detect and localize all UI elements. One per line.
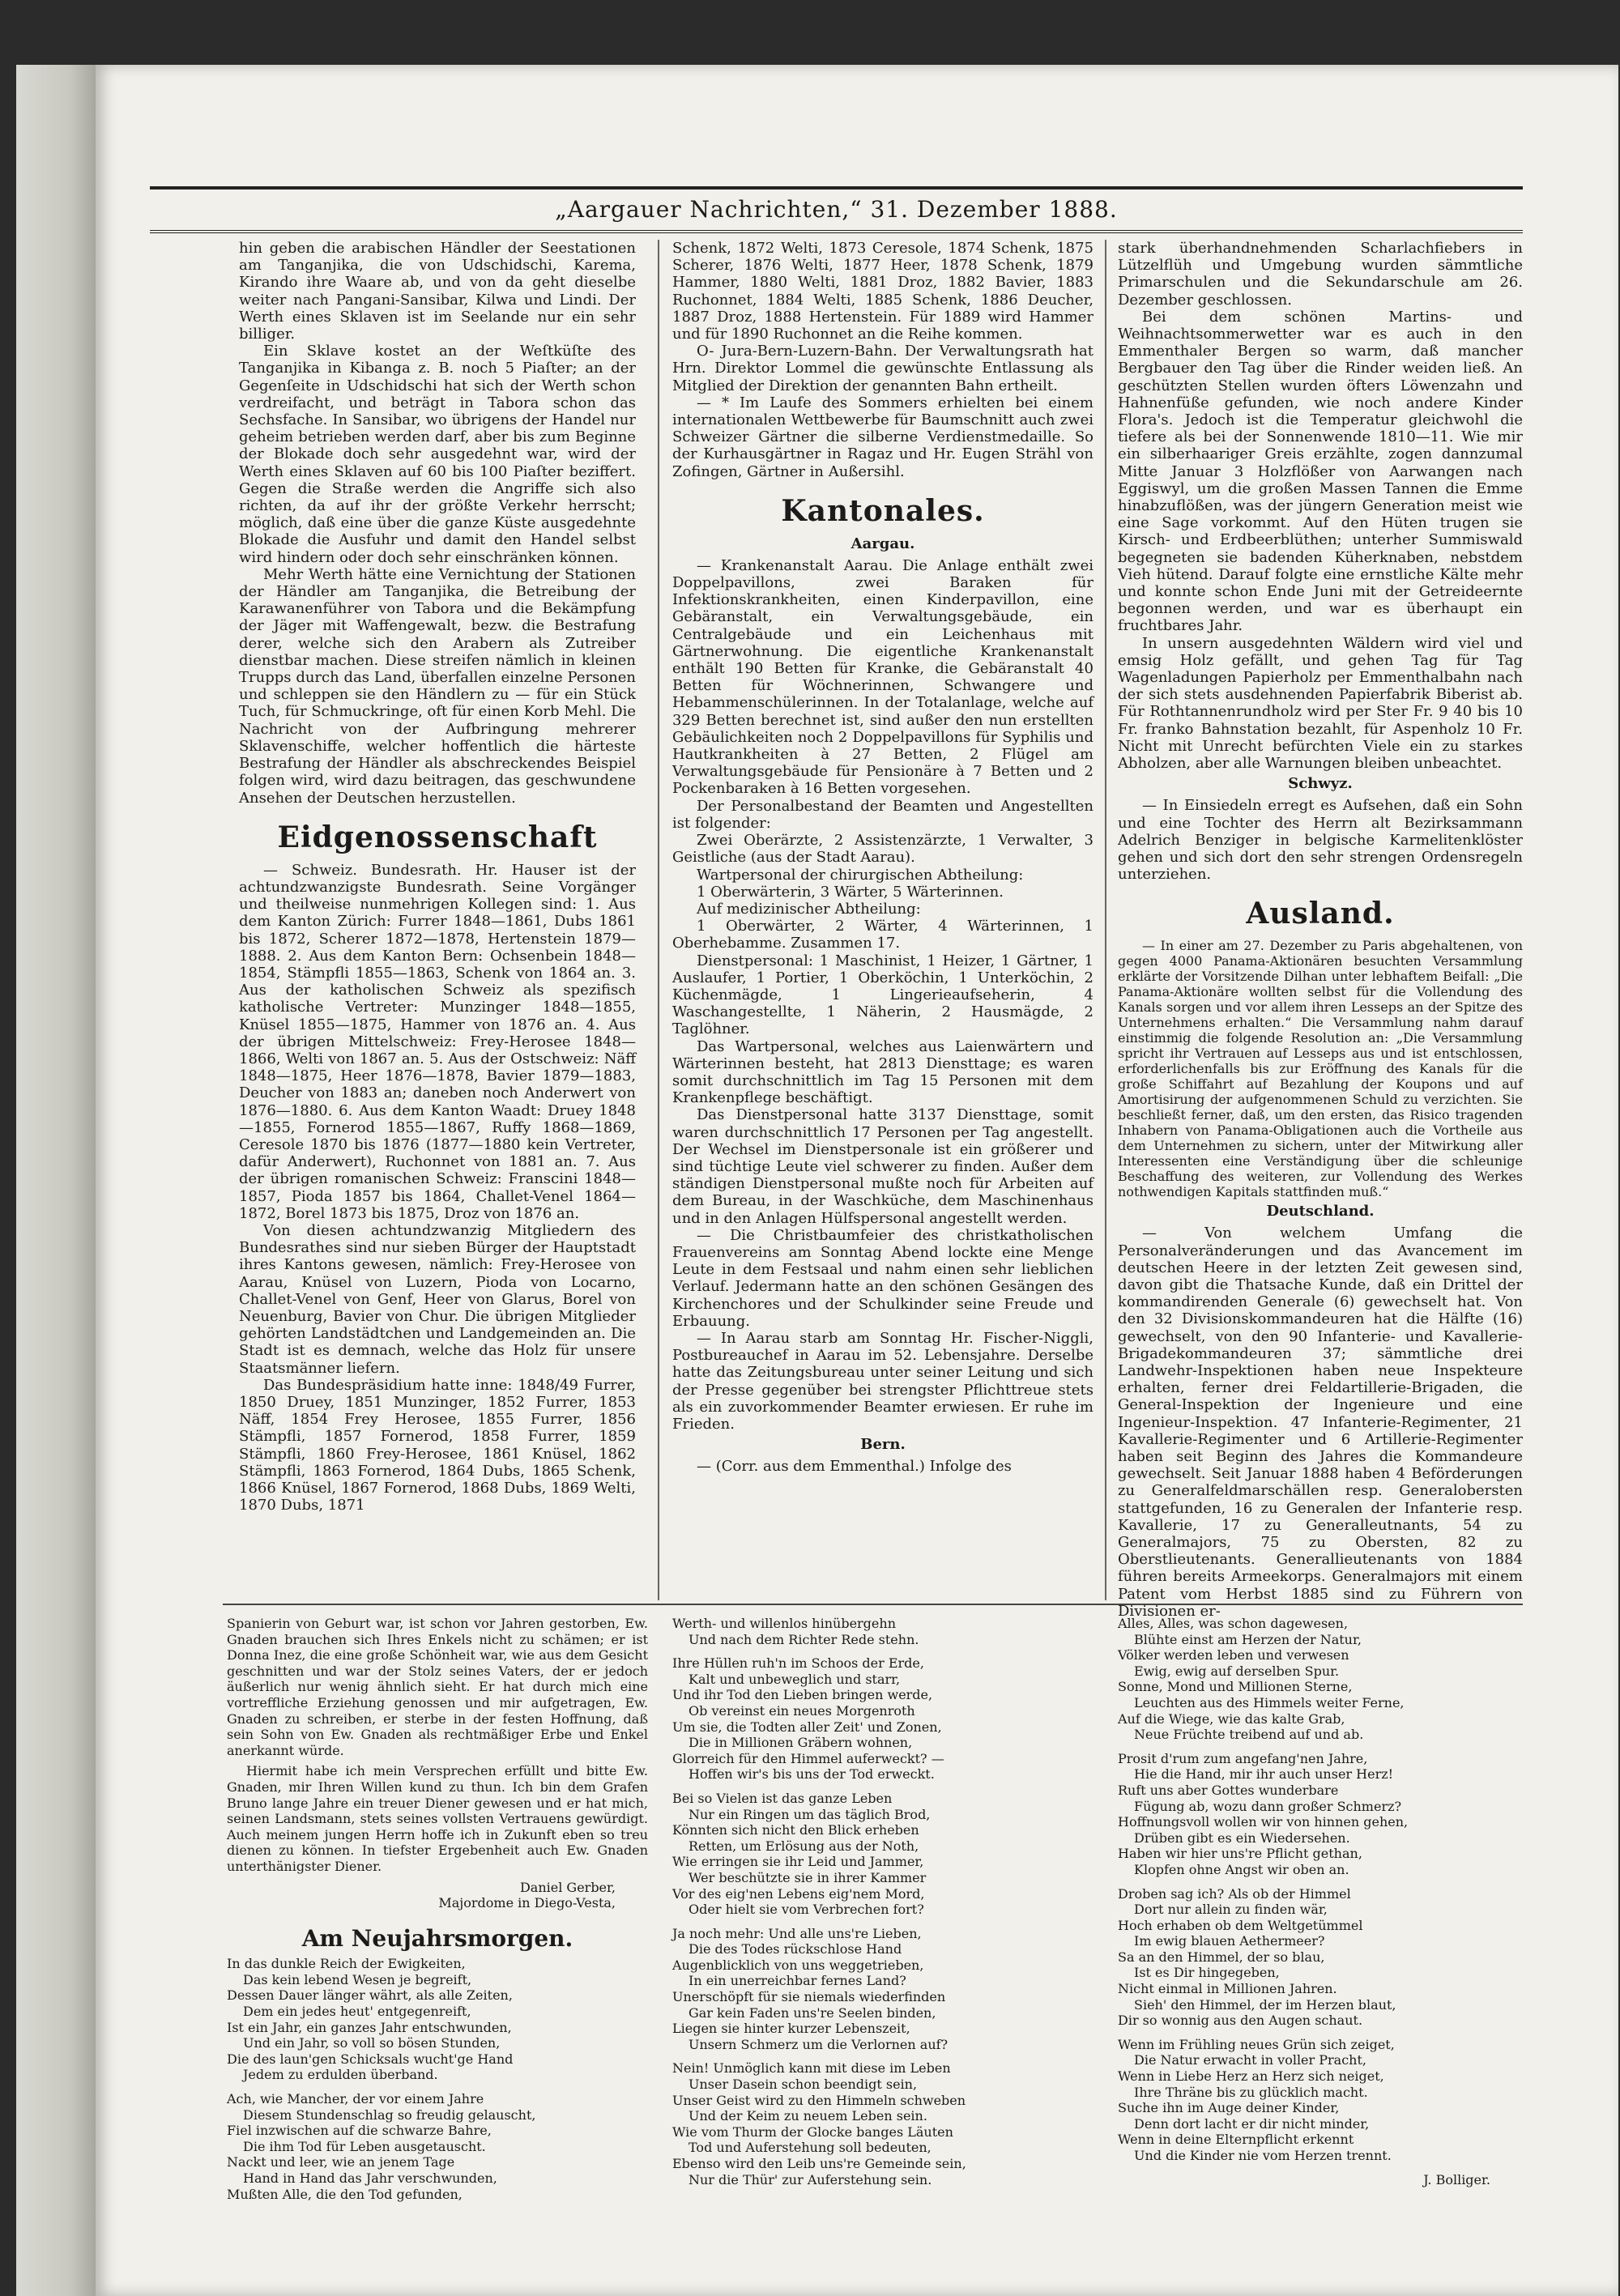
poem-line: Haben wir hier uns're Pflicht gethan, (1118, 1846, 1362, 1862)
poem-line: Unser Dasein schon beendigt sein, (688, 2077, 918, 2093)
poem-stanza (672, 1926, 1094, 2053)
paragraph: Mehr Werth hätte eine Vernichtung der Stationen der Händler am Tanganjika, die Betreibung der Karawanenführer von Tabora und die Bekämpfung der Jäger mit Waffengewalt, bezw. die Bestrafung derer, welche sich den Arabern als Zutreiber dienstbar machen. Diese streifen nämlich in kleinen Trupps durch das Land, überfallen einzelne Personen und schleppen sie den Händlern zu — für ein Stück Tuch, für Schmuckringe, oft für einen Korb Mehl. Die Nachricht von der Aufbringung mehrerer Sklavenschiffe, welcher hoffentlich die härteste Bestrafung der Händler als abschreckendes Beispiel folgen wird, wird dazu beitragen, das geschwundene Ansehen der Deutschen herzustellen. (239, 565, 636, 807)
poem-line: Die in Millionen Gräbern wohnen, (688, 1735, 913, 1751)
poem-line: Droben sag ich? Als ob der Himmel (1118, 1885, 1351, 1902)
section-heading: Ausland. (1246, 897, 1395, 931)
poem-stanza (1118, 1616, 1523, 1743)
poem-stanza (1118, 1886, 1523, 2029)
poem-line: Die des laun'gen Schicksals wucht'ge Hand (227, 2051, 514, 2067)
paragraph: Das Wartpersonal, welches aus Laienwärtern und Wärterinnen besteht, hat 2813 Diensttage; es waren somit durchschnittlich im Tag 15 Personen mit dem Krankenpflege beschäftigt. (672, 1037, 1094, 1107)
poem-line: Dessen Dauer länger währt, als alle Zeiten, (227, 1987, 513, 2004)
poem-line: Wenn in Liebe Herz an Herz sich neiget, (1118, 2068, 1384, 2085)
poem-line: Neue Früchte treibend auf und ab. (1134, 1727, 1364, 1743)
poem-line: Nur die Thür' zur Auferstehung sein. (688, 2171, 932, 2187)
poem-line: Wie vom Thurm der Glocke banges Läuten (672, 2123, 953, 2140)
paragraph: Hiermit habe ich mein Versprechen erfüllt und bitte Ew. Gnaden, mir Ihren Willen kund zu thun. Ich bin dem Grafen Bruno lange Jahre ein treuer Diener gewesen und er hat mich, seinen Landsmann, stets seines vollsten Vertrauens gewürdigt. Auch meinem jungen Herrn hoffe ich in Zukunft eben so treu dienen zu können. In tiefster Ergebenheit auch Ew. Gnaden unterthänigster Diener. (227, 1763, 648, 1874)
poem-line: Wer beschützte sie in ihrer Kammer (688, 1869, 927, 1885)
poem-stanza (672, 2060, 1094, 2187)
poem-line: Wenn in deine Elternpflicht erkennt (1118, 2132, 1354, 2148)
poem-line: Und die Kinder nie vom Herzen trennt. (1134, 2148, 1392, 2163)
poem-line: Auf die Wiege, wie das kalte Grab, (1118, 1710, 1345, 1727)
poem-stanza (672, 1791, 1094, 1918)
paragraph: Schenk, 1872 Welti, 1873 Ceresole, 1874 Schenk, 1875 Scherer, 1876 Welti, 1877 Heer, 1878 Schenk, 1879 Hammer, 1880 Welti, 1881 Droz, 1882 Bavier, 1883 Ruchonnet, 1884 Welti, 1885 Schenk, 1886 Deucher, 1887 Droz, 1888 Hertenstein. Für 1889 wird Hammer und für 1890 Ruchonnet an die Reihe kommen. (672, 240, 1094, 343)
poem-line: Fiel inzwischen auf die schwarze Bahre, (227, 2123, 492, 2139)
poem-stanza (227, 1956, 648, 2083)
poem-signature: J. Bolliger. (1423, 2171, 1490, 2187)
paragraph: — In Einsiedeln erregt es Aufsehen, daß ein Sohn und eine Tochter des Herrn alt Bezirksammann Adelrich Benziger in belgische Karmelitenklöster gehen und sich dort den sehr strengen Ordensregeln unterziehen. (1118, 797, 1523, 884)
paragraph: — Die Christbaumfeier des christkatholischen Frauenvereins am Sonntag Abend lockte eine Menge Leute in dem Festsaal und nahm einen sehr lieblichen Verlauf. Jedermann hatte an den schönen Gesängen des Kirchenchores und der Schulkinder seine Freude und Erbauung. (672, 1226, 1094, 1330)
paragraph: — Schweiz. Bundesrath. Hr. Hauser ist der achtundzwanzigste Bundesrath. Seine Vorgänger und theilweise nunmehrigen Kollegen sind: 1. Aus dem Kanton Zürich: Furrer 1848—1861, Dubs 1861 bis 1872, Scherer 1872—1878, Hertenstein 1879—1888. 2. Aus dem Kanton Bern: Ochsenbein 1848—1854, Stämpfli 1855—1863, Schenk von 1864 an. 3. Aus der katholischen Schweiz als spezifisch katholische Vertreter: Munzinger 1848—1855, Knüsel 1855—1875, Hammer von 1876 an. 4. Aus der übrigen Mittelschweiz: Frey-Herosee 1848—1866, Welti von 1867 an. 5. Aus der Ostschweiz: Näff 1848—1875, Heer 1876—1878, Bavier 1879—1883, Deucher von 1883 an; daneben noch Anderwert von 1876—1880. 6. Aus dem Kanton Waadt: Druey 1848—1855, Fornerod 1855—1867, Ruffy 1868—1869, Ceresole 1870 bis 1876 (1877—1880 kein Vertreter, dafür Anderwert), Ruchonnet von 1881 an. 7. Aus der übrigen romanischen Schweiz: Franscini 1848—1857, Pioda 1857 bis 1864, Challet-Venel 1864—1872, Borel 1873 bis 1875, Droz von 1876 an. (239, 861, 636, 1222)
poem-line: Blühte einst am Herzen der Natur, (1134, 1631, 1362, 1647)
poem-line: Hoffen wir's bis uns der Tod erweckt. (688, 1766, 935, 1783)
poem-line: Und ihr Tod den Lieben bringen werde, (672, 1687, 933, 1703)
poem-line: Nur ein Ringen um das täglich Brod, (688, 1806, 931, 1822)
poem-line: Und ein Jahr, so voll so bösen Stunden, (243, 2035, 501, 2051)
poem-line: Werth- und willenlos hinübergehn (672, 1616, 896, 1631)
poem-line: Dir so wonnig aus den Augen schaut. (1118, 2013, 1363, 2029)
paragraph: 1 Oberwärterin, 3 Wärter, 5 Wärterinnen. (697, 883, 1004, 901)
poem-line: Prosit d'rum zum angefang'nen Jahre, (1118, 1750, 1368, 1766)
poem-stanza (1118, 1751, 1523, 1878)
poem-line: Diesem Stundenschlag so freudig gelauscht, (243, 2106, 536, 2123)
poem-line: Alles, Alles, was schon dagewesen, (1118, 1616, 1349, 1631)
paragraph: hin geben die arabischen Händler der Seestationen am Tanganjika, die von Udschidschi, Karema, Kirando ihre Waare ab, und von da geht dieselbe weiter nach Pangani-Sansibar, Kilwa und Lindi. Der Werth eines Sklaven ist im Seelande nur ein sehr billiger. (239, 240, 636, 343)
poem-line: Könnten sich nicht den Blick erheben (672, 1822, 919, 1838)
column-3 (1118, 240, 1523, 1620)
poem-line: Das kein lebend Wesen je begreift, (243, 1971, 472, 1987)
poem-stanza (227, 2091, 648, 2202)
signature: Majordome in Diego-Vesta, (438, 1895, 616, 1911)
section-heading: Eidgenossenschaft (277, 820, 598, 854)
poem-line: Unerschöpft für sie niemals wiederfinden (672, 1989, 946, 2005)
poem-line: Ebenso wird den Leib uns're Gemeinde sein, (672, 2156, 966, 2171)
paragraph: Das Bundespräsidium hatte inne: 1848/49 Furrer, 1850 Druey, 1851 Munzinger, 1852 Furrer, 1853 Näff, 1854 Frey Herosee, 1855 Furrer, 1856 Stämpfli, 1857 Fornerod, 1858 Furrer, 1859 Stämpfli, 1860 Frey-Herosee, 1861 Knüsel, 1862 Stämpfli, 1863 Fornerod, 1864 Dubs, 1865 Schenk, 1866 Knüsel, 1867 Fornerod, 1868 Dubs, 1869 Welti, 1870 Dubs, 1871 (239, 1376, 636, 1514)
poem-line: Liegen sie hinter kurzer Lebenszeit, (672, 2021, 910, 2037)
feuilleton-right (1118, 1616, 1523, 2231)
poem-line: Ruft uns aber Gottes wunderbare (1118, 1782, 1339, 1798)
poem-line: Ob vereinst ein neues Morgenroth (688, 1702, 915, 1719)
paragraph: Der Personalbestand der Beamten und Angestellten ist folgender: (672, 797, 1094, 832)
paragraph: In unsern ausgedehnten Wäldern wird viel und emsig Holz gefällt, und gehen Tag für Tag Wagenladungen Papierholz per Emmenthalbahn nach der sich stets ausdehnenden Papierfabrik Biberist ab. Für Rothtannenrundholz wird per Ster Fr. 9 40 bis 10 Fr. franko Bahnstation bezahlt, für Aspenholz 10 Fr. Nicht mit Unrecht befürchten Viele ein zu starkes Abholzen, aber alle Warnungen bleiben unbeachtet. (1118, 634, 1523, 773)
poem-line: Glorreich für den Himmel auferweckt? — (672, 1750, 944, 1766)
paragraph: — Von welchem Umfang die Personalveränderungen und das Avancement im deutschen Heere in der letzten Zeit gewesen sind, davon gibt die Thatsache Kunde, daß ein Drittel der kommandirenden Generale (6) gewechselt hat. Von den 32 Divisionskommandeuren hat die Hälfte (16) gewechselt, von den 90 Infanterie- und Kavallerie-Brigadekommandeuren 37; sämmtliche drei Landwehr-Inspektionen haben neue Inspekteure erhalten, ferner drei Feldartillerie-Brigaden, die General-Inspektion der Ingenieure und eine Ingenieur-Inspektion. 47 Infanterie-Regimenter, 21 Kavallerie-Regimenter und 6 Artillerie-Regimenter haben seit Beginn des Jahres die Kommandeure gewechselt. Seit Januar 1888 haben 4 Beförderungen zu Generalfeldmarschällen resp. Generalobersten stattgefunden, 16 zu Generalen der Infanterie resp. Kavallerie, 17 zu Generalleutnants, 54 zu Generalmajors, 75 zu Obersten, 82 zu Oberstlieutenants. Generallieutenants von 1884 führen bereits Armeekorps. Generalmajors mit einem Patent vom Herbst 1885 sind zu Führern von Divisionen er- (1118, 1225, 1523, 1620)
poem-line: Dem ein jedes heut' entgegenreift, (243, 2004, 471, 2020)
section-heading: Kantonales. (781, 493, 985, 528)
paragraph: Wartpersonal der chirurgischen Abtheilung: (697, 866, 1024, 884)
poem-line: In ein unerreichbar fernes Land? (688, 1973, 906, 1989)
poem-line: Fügung ab, wozu dann großer Schmerz? (1134, 1798, 1402, 1814)
paragraph: — In Aarau starb am Sonntag Hr. Fischer-Niggli, Postbureauchef in Aarau im 52. Lebensjahre. Derselbe hatte das Zeitungsbureau unter seiner Leitung und sich der Presse gegenüber bei strengster Pflichttreue stets als ein zuvorkommender Beamter erwiesen. Er ruhe im Frieden. (672, 1329, 1094, 1433)
poem-stanza (1118, 2037, 1523, 2164)
poem-stanza (672, 1616, 1094, 1647)
poem-line: Tod und Auferstehung soll bedeuten, (688, 2140, 932, 2156)
poem-line: Die ihm Tod für Leben ausgetauscht. (243, 2138, 486, 2154)
poem-line: Mußten Alle, die den Tod gefunden, (227, 2186, 463, 2202)
paragraph: — Krankenanstalt Aarau. Die Anlage enthält zwei Doppelpavillons, zwei Baraken für Infektionskrankheiten, einen Kinderpavillon, eine Gebäranstalt, ein Verwaltungsgebäude, ein Centralgebäude und ein Leichenhaus mit Gärtnerwohnung. Die eigentliche Krankenanstalt enthält 190 Betten für Kranke, die Gebäranstalt 40 Betten für Wöchnerinnen, Schwangere und Hebammenschülerinnen. In der Totalanlage, welche auf 329 Betten berechnet ist, sind außer den nun erstellten Gebäulichkeiten noch 2 Doppelpavillons für Syphilis und Hautkrankheiten à 27 Betten, 2 Flügel am Verwaltungsgebäude für Pensionäre à 7 Betten und 2 Pockenbaraken à 16 Betten vorgesehen. (672, 556, 1094, 798)
poem-line: Hoffnungsvoll wollen wir von hinnen gehen, (1118, 1814, 1409, 1830)
poem-line: Unsern Schmerz um die Verlornen auf? (688, 2036, 949, 2052)
poem-line: Nackt und leer, wie an jenem Tage (227, 2154, 455, 2170)
poem-line: Ach, wie Mancher, der vor einem Jahre (227, 2091, 484, 2107)
paragraph: — (Corr. aus dem Emmenthal.) Infolge des (697, 1458, 1012, 1476)
poem-line: Ist es Dir hingegeben, (1134, 1965, 1280, 1981)
poem-line: Ist ein Jahr, ein ganzes Jahr entschwunden, (227, 2019, 512, 2035)
poem-line: Die des Todes rückschlose Hand (688, 1941, 902, 1957)
poem-line: Klopfen ohne Angst wir oben an. (1134, 1861, 1349, 1877)
poem-line: Ihre Hüllen ruh'n im Schoos der Erde, (672, 1655, 924, 1672)
poem-line: Kalt und unbeweglich und starr, (688, 1671, 901, 1687)
poem-line: Retten, um Erlösung aus der Noth, (688, 1838, 919, 1854)
poem-line: Ihre Thräne bis zu glücklich macht. (1134, 2084, 1368, 2100)
book-spine (16, 65, 105, 2296)
poem-line: Völker werden leben und verwesen (1118, 1647, 1349, 1663)
subsection-heading: Bern. (860, 1436, 906, 1454)
paragraph: Dienstpersonal: 1 Maschinist, 1 Heizer, 1 Gärtner, 1 Auslaufer, 1 Portier, 1 Oberköchin, 1 Unterköchin, 2 Küchenmägde, 1 Lingerieaufseherin, 4 Waschangestellte, 1 Näherin, 2 Hausmägde, 2 Taglöhner. (672, 952, 1094, 1038)
feuilleton-left (227, 1616, 648, 2231)
paragraph: Das Dienstpersonal hatte 3137 Diensttage, somit waren durchschnittlich 17 Personen per Tag angestellt. Der Wechsel im Dienstpersonale ist ein größerer und sind tüchtige Leute viel schwerer zu finden. Außer dem ständigen Dienstpersonal mußte noch für Arbeiten auf dem Bureau, in der Waschküche, dem Maschinenhaus und in den Anlagen Hülfspersonal angestellt werden. (672, 1106, 1094, 1227)
poem-line: Und nach dem Richter Rede stehn. (688, 1631, 919, 1647)
poem-line: Im ewig blauen Aethermeer? (1134, 1933, 1325, 1949)
poem-line: Nein! Unmöglich kann mit diese im Leben (672, 2060, 951, 2077)
column-2 (672, 240, 1094, 1592)
poem-title: Am Neujahrsmorgen. (301, 1924, 573, 1952)
poem-line: Oder hielt sie vom Verbrechen fort? (688, 1902, 924, 1918)
paragraph: — * Im Laufe des Sommers erhielten bei einem internationalen Wettbewerbe für Baumschnitt auch zwei Schweizer Gärtner die silberne Verdienstmedaille. So der Kurhausgärtner in Ragaz und Hr. Eugen Strähl von Zofingen, Gärtner in Außersihl. (672, 394, 1094, 480)
poem-line: Nicht einmal in Millionen Jahren. (1118, 1981, 1337, 1997)
page-header: „Aargauer Nachrichten,“ 31. Dezember 1888. (150, 186, 1523, 233)
poem-line: Ja noch mehr: Und alle uns're Lieben, (672, 1925, 922, 1941)
paragraph: Von diesen achtundzwanzig Mitgliedern des Bundesrathes sind nur sieben Bürger der Hauptstadt ihres Kantons gewesen, nämlich: Frey-Herosee von Aarau, Knüsel von Luzern, Pioda von Locarno, Challet-Venel von Genf, Heer von Glarus, Borel von Neuenburg, Bavier von Chur. Die übrigen Mitglieder gehörten Landstädtchen und Landgemeinden an. Die Stadt ist es demnach, welche das Holz für unsere Staatsmänner liefern. (239, 1221, 636, 1377)
subsection-heading: Deutschland. (1266, 1203, 1375, 1220)
poem-line: Bei so Vielen ist das ganze Leben (672, 1790, 893, 1806)
paragraph: Spanierin von Geburt war, ist schon vor Jahren gestorben, Ew. Gnaden brauchen sich Ihres Enkels nicht zu schämen; er ist Donna Inez, die eine große Schönheit war, wie aus dem Gesicht geschnitten und war der Stolz seines Vaters, der er jedoch äußerlich nur wenig ähnlich sieht. Er hat durch mich eine vortreffliche Erziehung genossen und mir aufgetragen, Ew. Gnaden zu schreiben, er sterbe in der festen Hoffnung, daß sein Sohn von Ew. Gnaden als rechtmäßiger Erbe und Enkel anerkannt würde. (227, 1616, 648, 1758)
subsection-heading: Aargau. (850, 535, 915, 552)
poem-line: Um sie, die Todten aller Zeit' und Zonen, (672, 1719, 942, 1735)
signature: Daniel Gerber, (519, 1879, 616, 1895)
paragraph: O- Jura-Bern-Luzern-Bahn. Der Verwaltungsrath hat Hrn. Direktor Lommel die gewünschte Entlassung als Mitglied der Direktion der genannten Bahn ertheilt. (672, 343, 1094, 394)
paragraph: 1 Oberwärter, 2 Wärter, 4 Wärterinnen, 1 Oberhebamme. Zusammen 17. (672, 918, 1094, 952)
poem-line: Gar kein Faden uns're Seelen binden, (688, 2004, 936, 2021)
poem-line: Hie die Hand, mir ihr auch unser Herz! (1134, 1766, 1394, 1783)
poem-line: Hand in Hand das Jahr verschwunden, (243, 2170, 497, 2186)
poem-line: Dort nur allein zu finden wär, (1134, 1902, 1328, 1918)
poem-line: Augenblicklich von uns weggetrieben, (672, 1957, 924, 1973)
column-rule (1105, 240, 1106, 1600)
poem-line: Denn dort lacht er dir nicht minder, (1134, 2115, 1370, 2132)
poem-line: Jedem zu erdulden überband. (243, 2067, 438, 2083)
poem-line: Vor des eig'nen Lebens eig'nem Mord, (672, 1885, 925, 1902)
column-rule (658, 240, 659, 1600)
poem-line: Und der Keim zu neuem Leben sein. (688, 2108, 927, 2124)
paragraph: — In einer am 27. Dezember zu Paris abgehaltenen, von gegen 4000 Panama-Aktionären besuchten Versammlung erklärte der Vorsitzende Dilhan unter lebhaftem Beifall: „Die Panama-Aktionäre wollten selbst für die Vollendung des Kanals sorgen und vor allem ihren Lesseps an der Spitze des Unternehmens erhalten.“ Die Versammlung nahm darauf einstimmig die folgende Resolution an: „Die Versammlung spricht ihr Vertrauen auf Lesseps aus und ist entschlossen, erforderlichenfalls bis zur Eröffnung des Kanals für die große Schiffahrt auf Bezahlung der Koupons und auf Amortisirung der aufgenommenen Schuld zu verzichten. Sie beschließt ferner, daß, um den ersten, das Risico tragenden Inhabern von Panama-Obligationen auch die Vortheile aus dem Unternehmen zu sichern, unter der Mitwirkung aller Interessenten eine Verständigung über die schleunige Beschaffung des weiteren, zur Vollendung des Werkes nothwendigen Kapitals stattfinden muß.“ (1118, 938, 1523, 1200)
poem-line: Die Natur erwacht in voller Pracht, (1134, 2052, 1366, 2068)
poem-line: Sa an den Himmel, der so blau, (1118, 1949, 1325, 1965)
poem-line: In das dunkle Reich der Ewigkeiten, (227, 1956, 466, 1972)
poem-line: Leuchten aus des Himmels weiter Ferne, (1134, 1694, 1405, 1710)
poem-line: Wie erringen sie ihr Leid und Jammer, (672, 1854, 924, 1870)
feuilleton-middle (672, 1616, 1094, 2231)
paragraph: stark überhandnehmenden Scharlachfiebers in Lützelflüh und Umgebung wurden sämmtliche Primarschulen und die Sekundarschule am 26. Dezember geschlossen. (1118, 240, 1523, 309)
poem-line: Wenn im Frühling neues Grün sich zeiget, (1118, 2036, 1395, 2052)
paragraph: Ein Sklave kostet an der Weſtküſte des Tanganjika in Kibanga z. B. noch 5 Piaſter; an der Gegenſeite in Udschidschi hat sich der Werth schon verdreifacht, und beträgt in Tabora schon das Sechsfache. In Sansibar, wo übrigens der Handel nur geheim betrieben werden darf, aber bis zum Beginne der Blokade doch sehr ausgedehnt war, wird der Werth eines Sklaven auf 60 bis 100 Piaſter beziffert. Gegen die Straße werden die Angriffe sich also richten, da auf ihr der größte Verkehr herrscht; möglich, daß eine über die ganze Küste ausgedehnte Blokade die Ausfuhr und damit den Handel selbst wird hindern oder doch sehr einschränken können. (239, 343, 636, 566)
column-1 (239, 240, 636, 1592)
subsection-heading: Schwyz. (1288, 775, 1353, 793)
poem-line: Hoch erhaben ob dem Weltgetümmel (1118, 1917, 1363, 1933)
poem-line: Unser Geist wird zu den Himmeln schweben (672, 2092, 966, 2108)
poem-line: Drüben gibt es ein Wiedersehen. (1134, 1830, 1350, 1846)
paragraph: Zwei Oberärzte, 2 Assistenzärzte, 1 Verwalter, 3 Geistliche (aus der Stadt Aarau). (672, 832, 1094, 867)
poem-line: Sieh' den Himmel, der im Herzen blaut, (1134, 1996, 1396, 2013)
poem-line: Ewig, ewig auf derselben Spur. (1134, 1663, 1340, 1679)
paragraph: Auf medizinischer Abtheilung: (697, 900, 921, 918)
paragraph: Bei dem schönen Martins- und Weihnachtsommerwetter war es auch in den Emmenthaler Bergen so warm, daß mancher Bergbauer den Tag über die Rinder weiden ließ. An geschützten Stellen wurden öfters Löwenzahn und Hahnenfüße gefunden, wie noch andere Kinder Flora's. Jedoch ist die Temperatur gleichwohl die tiefere als bei der Sonnenwende 1810—11. Wie mir ein silberhaariger Greis erzählte, zogen dannzumal Mitte Januar 3 Holzflößer von Aarwangen nach Eggiswyl, um die großen Massen Tannen die Emme hinabzuflößen, was der jüngern Generation meist wie eine Sage vorkommt. Auf den Hüten trugen sie Kirsch- und Erdbeerblüthen; unterher Summiswald begegneten sie badenden Küherknaben, nebstdem Vieh hütend. Darauf folgte eine ernstliche Kälte mehr und konnte schon Ende Juni mit der Getreideernte begonnen werden, und war es überhaupt ein fruchtbares Jahr. (1118, 308, 1523, 635)
poem-line: Suche ihn im Auge deiner Kinder, (1118, 2100, 1340, 2116)
poem-line: Sonne, Mond und Millionen Sterne, (1118, 1679, 1353, 1695)
poem-stanza (672, 1655, 1094, 1783)
